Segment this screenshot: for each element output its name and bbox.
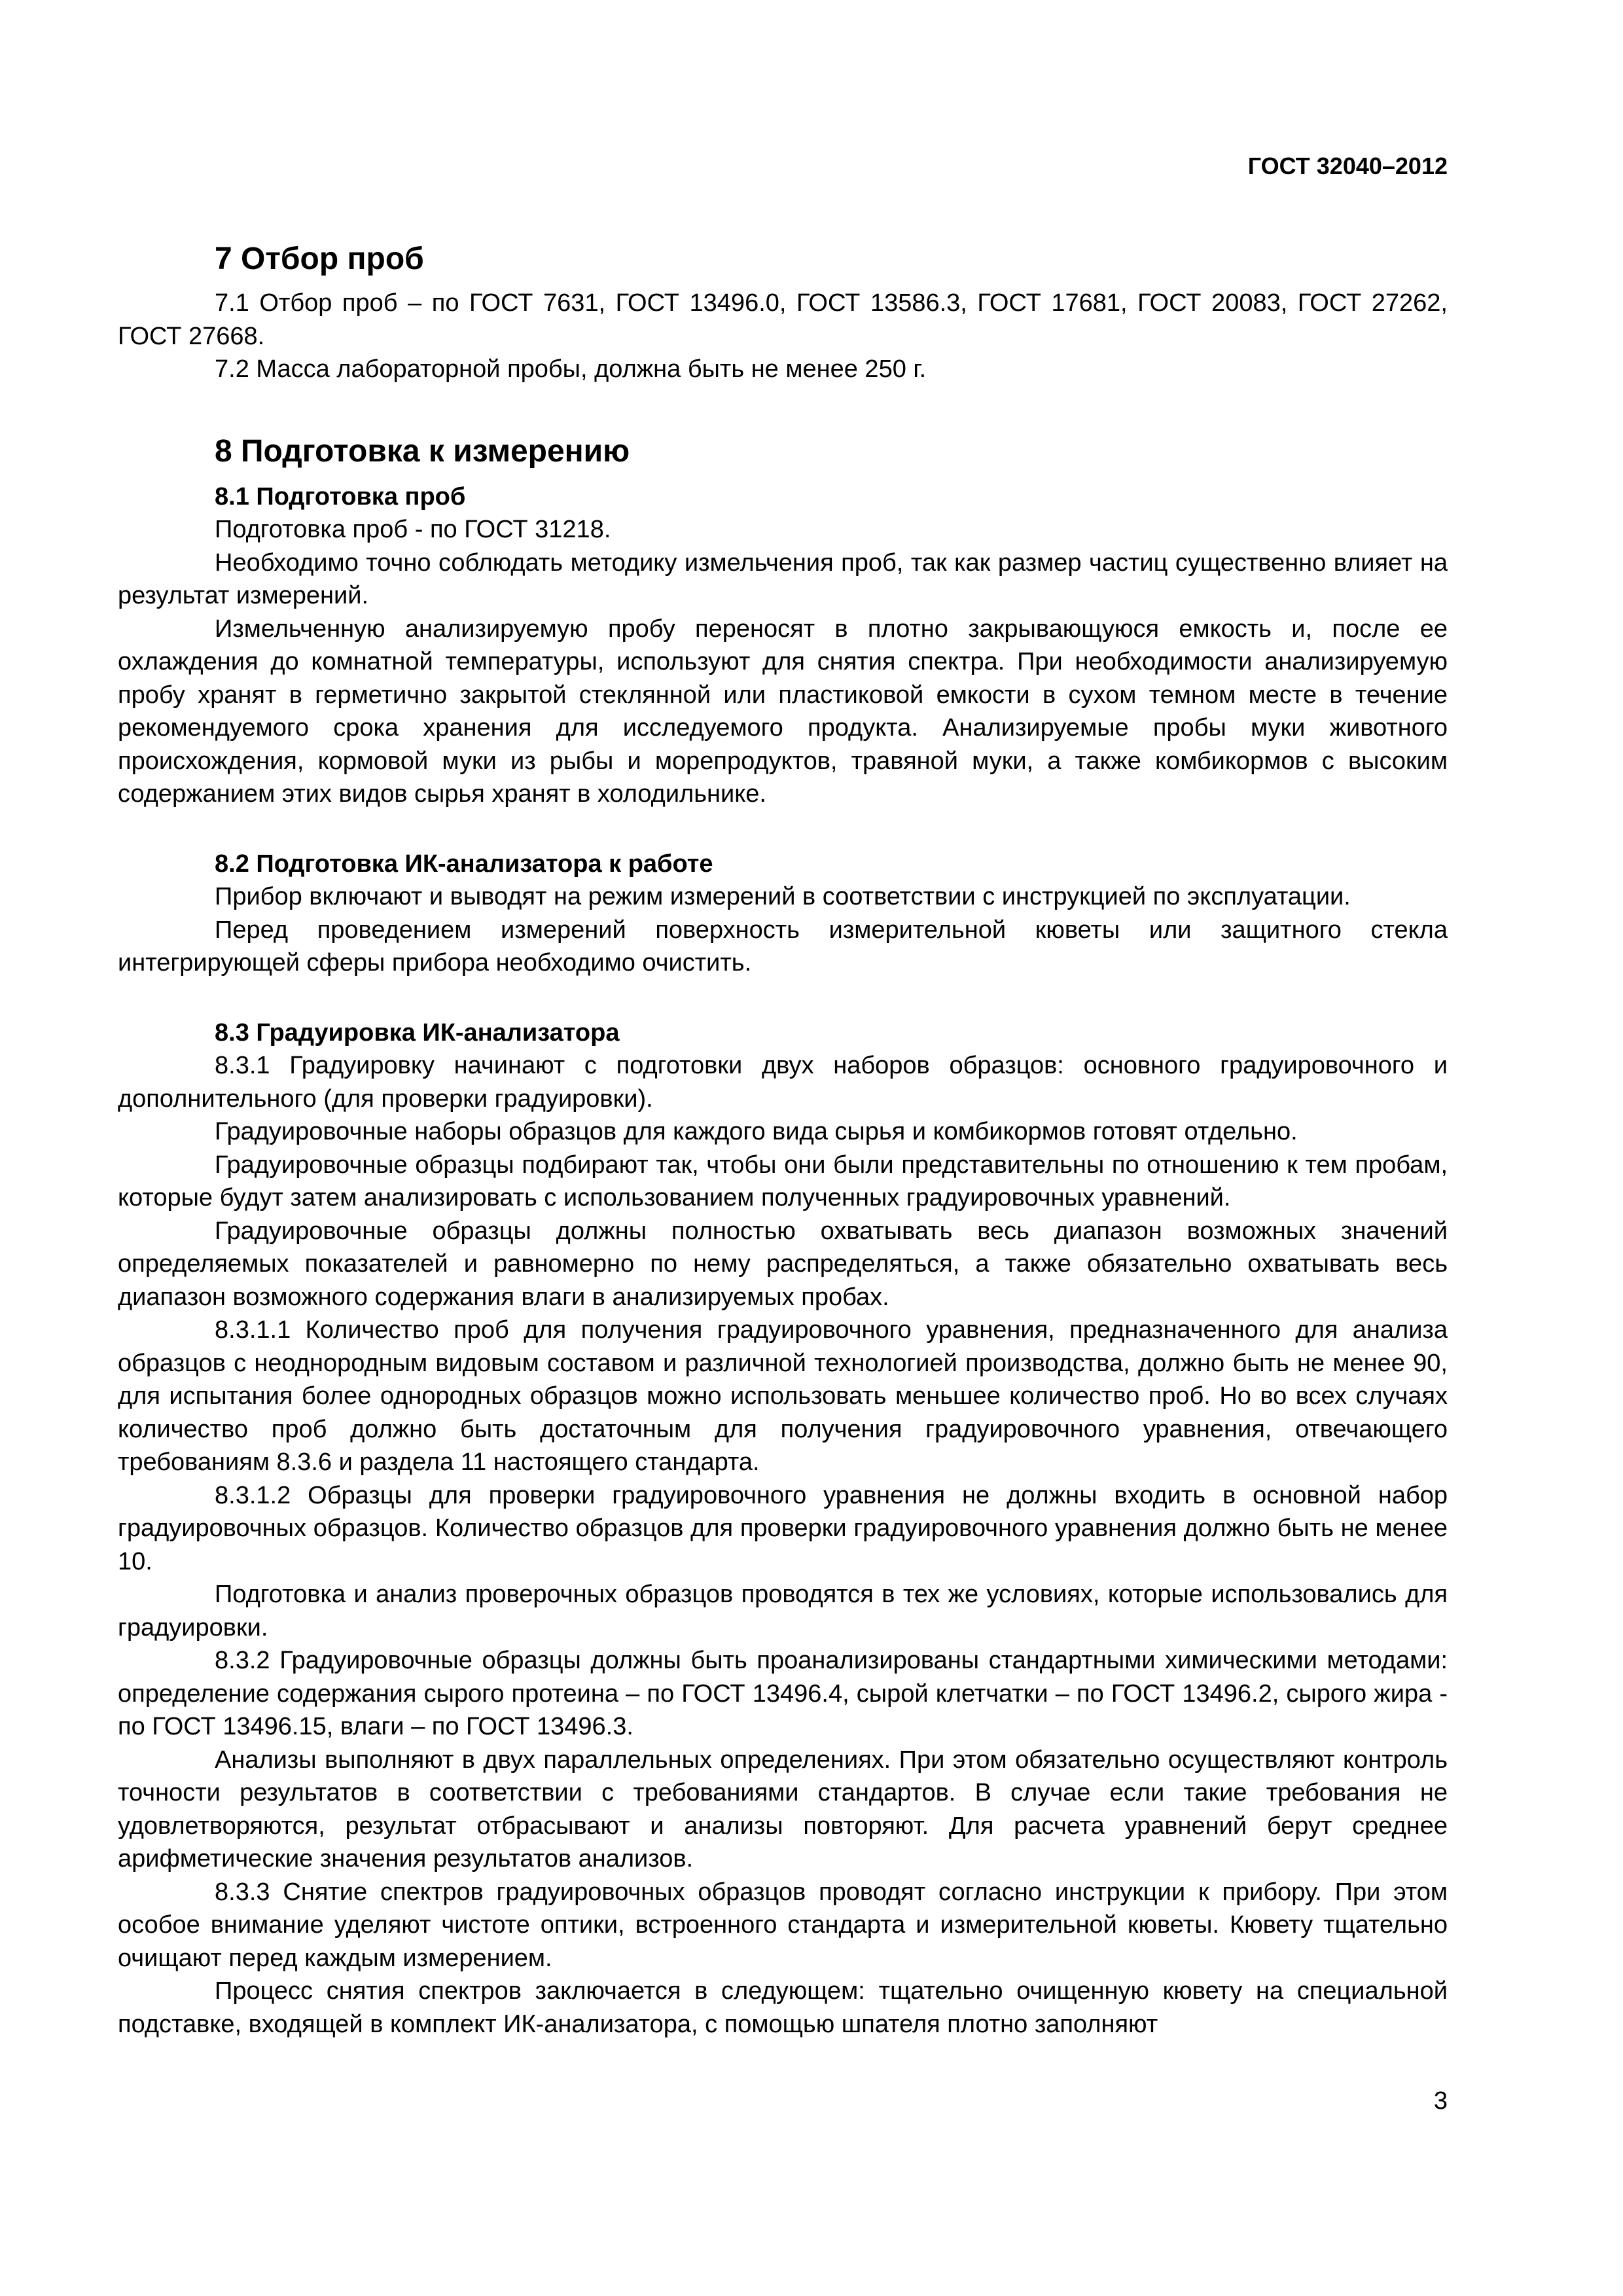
paragraph-7-1: 7.1 Отбор проб – по ГОСТ 7631, ГОСТ 13496.0, ГОСТ 13586.3, ГОСТ 17681, ГОСТ 20083, ГОСТ 27262, ГОСТ 27668.	[118, 289, 1448, 350]
document-body	[118, 236, 1448, 2041]
paragraph-8-2-a: Прибор включают и выводят на режим измерений в соответствии с инструкцией по эксплуатации.	[215, 883, 1351, 910]
paragraph-8-3-1-2-b: Подготовка и анализ проверочных образцов проводятся в тех же условиях, которые использовались для градуировки.	[118, 1581, 1448, 1641]
document-code-header: ГОСТ 32040–2012	[1247, 152, 1448, 179]
subsection-8-2-title: 8.2 Подготовка ИК-анализатора к работе	[215, 850, 713, 878]
paragraph-8-3-2: 8.3.2 Градуировочные образцы должны быть проанализированы стандартными химическими методами: определение содержания сырого протеина – по ГОСТ 13496.4, сырой клетчатки – по ГОСТ 13496.2, сырого жира - по ГОСТ 13496.15, влаги – по ГОСТ 13496.3.	[118, 1647, 1448, 1740]
paragraph-7-2: 7.2 Масса лабораторной пробы, должна быть не менее 250 г.	[215, 355, 927, 383]
paragraph-8-3-1-1: 8.3.1.1 Количество проб для получения градуировочного уравнения, предназначенного для анализа образцов с неоднородным видовым составом и различной технологией производства, должно быть не менее 90, для испытания более однородных образцов можно использовать меньшее количество проб. Но во всех случаях количество проб должно быть достаточным для получения градуировочного уравнения, отвечающего требованиям 8.3.6 и раздела 11 настоящего стандарта.	[118, 1316, 1448, 1476]
page-number: 3	[1433, 2087, 1448, 2115]
subsection-8-1-title: 8.1 Подготовка проб	[215, 482, 466, 511]
paragraph-8-2-b: Перед проведением измерений поверхность измерительной кюветы или защитного стекла интегрирующей сферы прибора необходимо очистить.	[118, 916, 1448, 977]
paragraph-8-3-1-2: 8.3.1.2 Образцы для проверки градуировочного уравнения не должны входить в основной набор градуировочных образцов. Количество образцов для проверки градуировочного уравнения должно быть не менее 10.	[118, 1481, 1448, 1575]
paragraph-8-3-2-b: Анализы выполняют в двух параллельных определениях. При этом обязательно осуществляют контроль точности результатов в соответствии с требованиями стандартов. В случае если такие требования не удовлетворяются, результат отбрасывают и анализы повторяют. Для расчета уравнений берут среднее арифметические значения результатов анализов.	[118, 1746, 1448, 1873]
paragraph-8-3-3-b: Процесс снятия спектров заключается в следующем: тщательно очищенную кювету на специальной подставке, входящей в комплект ИК-анализатора, с помощью шпателя плотно заполняют	[118, 1977, 1448, 2038]
paragraph-8-3-1-c: Градуировочные образцы подбирают так, чтобы они были представительны по отношению к тем пробам, которые будут затем анализировать с использованием полученных градуировочных уравнений.	[118, 1151, 1448, 1211]
paragraph-8-1-b: Необходимо точно соблюдать методику измельчения проб, так как размер частиц существенно влияет на результат измерений.	[118, 548, 1448, 609]
paragraph-8-3-1: 8.3.1 Градуировку начинают с подготовки двух наборов образцов: основного градуировочного и дополнительного (для проверки градуировки).	[118, 1052, 1448, 1113]
paragraph-8-3-1-d: Градуировочные образцы должны полностью охватывать весь диапазон возможных значений определяемых показателей и равномерно по нему распределяться, а также обязательно охватывать весь диапазон возможного содержания влаги в анализируемых пробах.	[118, 1217, 1448, 1311]
paragraph-8-3-1-b: Градуировочные наборы образцов для каждого вида сырья и комбикормов готовят отдельно.	[215, 1118, 1298, 1145]
paragraph-8-1-c: Измельченную анализируемую пробу переносят в плотно закрывающуюся емкость и, после ее охлаждения до комнатной температуры, используют для снятия спектра. При необходимости анализируемую пробу хранят в герметично закрытой стеклянной или пластиковой емкости в сухом темном месте в течение рекомендуемого срока хранения для исследуемого продукта. Анализируемые пробы муки животного происхождения, кормовой муки из рыбы и морепродуктов, травяной муки, а также комбикормов с высоким содержанием этих видов сырья хранят в холодильнике.	[118, 615, 1448, 808]
paragraph-8-1-a: Подготовка проб - по ГОСТ 31218.	[215, 516, 611, 543]
paragraph-8-3-3: 8.3.3 Снятие спектров градуировочных образцов проводят согласно инструкции к прибору. При этом особое внимание уделяют чистоте оптики, встроенного стандарта и измерительной кюветы. Кювету тщательно очищают перед каждым измерением.	[118, 1878, 1448, 1972]
section-7-title: 7 Отбор проб	[215, 242, 424, 276]
subsection-8-3-title: 8.3 Градуировка ИК-анализатора	[215, 1018, 620, 1047]
section-8-title: 8 Подготовка к измерению	[215, 433, 630, 469]
